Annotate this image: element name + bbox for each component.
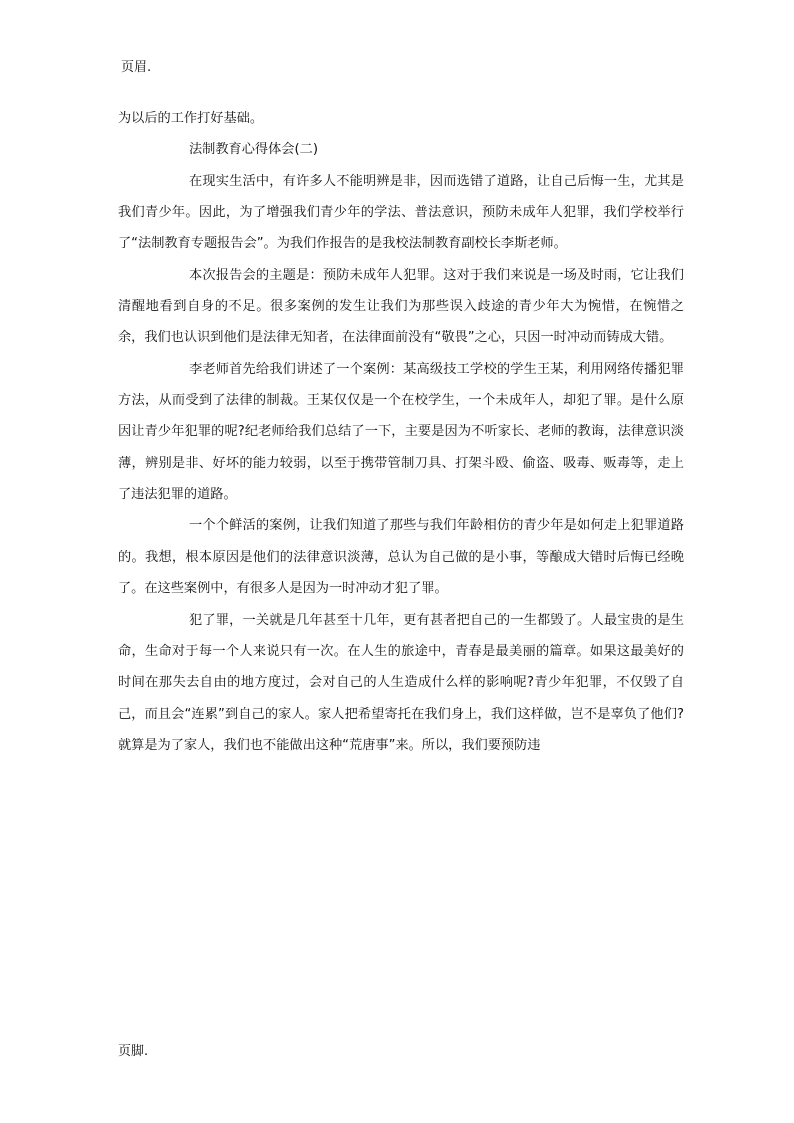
continuation-line: 为以后的工作打好基础。 [118,111,264,126]
page-footer: 页脚. [118,1044,149,1059]
section-title: 法制教育心得体会(二) [189,142,318,158]
page-header: 页眉. [121,60,152,75]
document-body [118,103,684,761]
paragraph-4: 一个个鲜活的案例，让我们知道了那些与我们年龄相仿的青少年是如何走上犯罪道路的。我想，根本原因是他们的法律意识淡薄，总认为自己做的是小事，等酿成大错时后悔已经晚了。在这些案例中，有很多人是因为一时冲动才犯了罪。 [118,518,684,597]
paragraph-5: 犯了罪，一关就是几年甚至十几年，更有甚者把自己的一生都毁了。人最宝贵的是生命，生命对于每一个人来说只有一次。在人生的旅途中，青春是最美丽的篇章。如果这最美好的时间在那失去自由的地方度过，会对自己的人生造成什么样的影响呢?青少年犯罪，不仅毁了自己，而且会“连累”到自己的家人。家人把希望寄托在我们身上，我们这样做，岂不是辜负了他们?就算是为了家人，我们也不能做出这种“荒唐事”来。所以，我们要预防违 [118,612,684,753]
paragraph-3: 李老师首先给我们讲述了一个案例：某高级技工学校的学生王某，利用网络传播犯罪方法，从而受到了法律的制裁。王某仅仅是一个在校学生，一个未成年人，却犯了罪。是什么原因让青少年犯罪的呢?纪老师给我们总结了一下，主要是因为不听家长、老师的教诲，法律意识淡薄，辨别是非、好坏的能力较弱，以至于携带管制刀具、打架斗殴、偷盗、吸毒、贩毒等，走上了违法犯罪的道路。 [118,361,684,503]
paragraph-1: 在现实生活中，有许多人不能明辨是非，因而选错了道路，让自己后悔一生，尤其是我们青少年。因此，为了增强我们青少年的学法、普法意识，预防未成年人犯罪，我们学校举行了“法制教育专题报告会”。为我们作报告的是我校法制教育副校长李斯老师。 [118,173,684,252]
paragraph-2: 本次报告会的主题是：预防未成年人犯罪。这对于我们来说是一场及时雨，它让我们清醒地看到自身的不足。很多案例的发生让我们为那些误入歧途的青少年大为惋惜，在惋惜之余，我们也认识到他们是法律无知者，在法律面前没有“敬畏”之心，只因一时冲动而铸成大错。 [118,267,684,346]
